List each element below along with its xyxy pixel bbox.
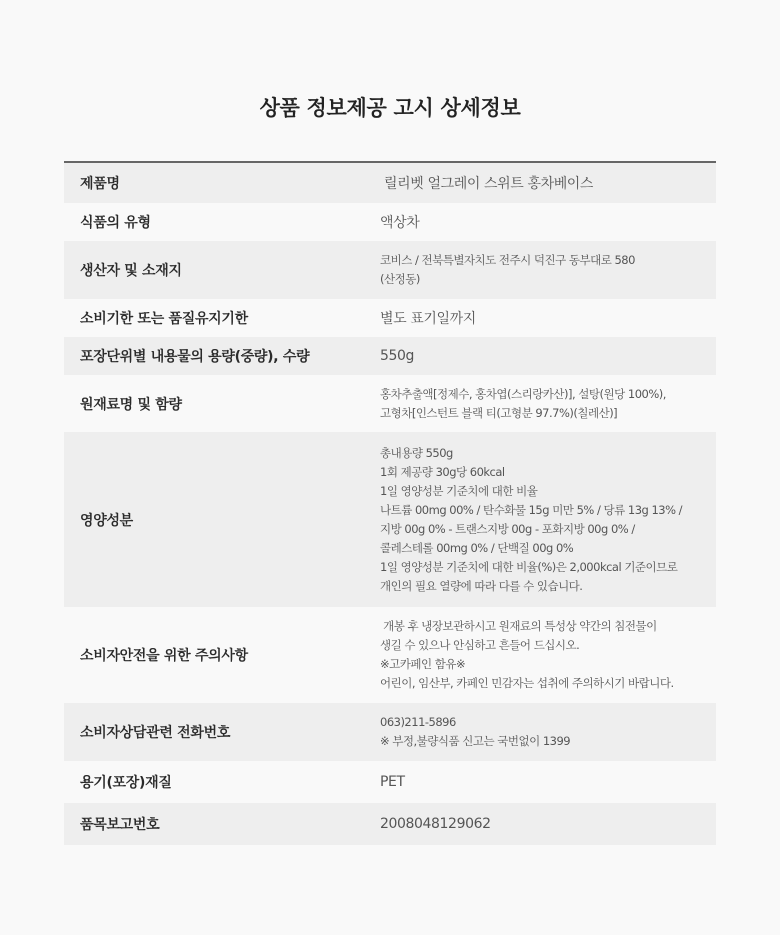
row-label: 품목보고번호 — [80, 817, 160, 833]
row-value-line: 액상차 — [380, 215, 420, 231]
row-value-line: 지방 00g 0% - 트랜스지방 00g - 포화지방 00g 0% / — [380, 521, 635, 536]
row-label: 영양성분 — [80, 512, 133, 529]
row-value — [380, 173, 716, 193]
row-value-line: 릴리벳 얼그레이 스위트 홍차베이스 — [380, 176, 594, 192]
row-volume — [64, 337, 716, 375]
row-value-line: 콜레스테롤 00mg 0% / 단백질 00g 0% — [380, 540, 574, 555]
row-value-line: 별도 표기일까지 — [380, 311, 476, 327]
row-safety-notice — [64, 607, 716, 703]
row-value — [380, 212, 716, 232]
row-value — [380, 348, 716, 364]
row-report-number — [64, 803, 716, 845]
row-value — [380, 816, 716, 832]
row-value-line: ※고카페인 함유※ — [380, 657, 466, 671]
row-value — [380, 444, 716, 596]
row-value-line: 063)211-5896 — [380, 715, 456, 729]
row-value — [380, 617, 716, 693]
row-value-line: PET — [380, 774, 405, 790]
row-label: 소비자상담관련 전화번호 — [80, 725, 231, 741]
row-label: 소비자안전을 위한 주의사항 — [80, 648, 248, 664]
row-customer-service — [64, 703, 716, 761]
row-label: 소비기한 또는 품질유지기한 — [80, 311, 248, 327]
row-packaging — [64, 761, 716, 803]
row-label: 제품명 — [80, 176, 120, 192]
row-label: 생산자 및 소재지 — [80, 263, 182, 279]
row-value-line: 1회 제공량 30g당 60kcal — [380, 464, 505, 479]
row-value-line: 1일 영양성분 기준치에 대한 비율(%)은 2,000kcal 기준이므로 — [380, 559, 678, 574]
row-ingredients — [64, 375, 716, 432]
row-value — [380, 308, 716, 328]
row-value-line: 550g — [380, 348, 415, 364]
row-value — [380, 774, 716, 790]
row-expiry — [64, 299, 716, 337]
row-value-line: 생길 수 있으나 안심하고 흔들어 드십시오. — [380, 638, 580, 652]
row-value-line: 홍차추출액[정제수, 홍차엽(스리랑카산)], 설탕(원당 100%), — [380, 386, 666, 401]
row-value-line: 개봉 후 냉장보관하시고 원재료의 특성상 약간의 침전물이 — [380, 619, 657, 633]
row-manufacturer — [64, 241, 716, 299]
product-info-table — [64, 161, 716, 845]
row-value-line: (산정동) — [380, 272, 420, 286]
row-value-line: 나트륨 00mg 00% / 탄수화물 15g 미만 5% / 당류 13g 13% / — [380, 502, 683, 517]
row-value-line: 2008048129062 — [380, 816, 491, 832]
row-product-name — [64, 163, 716, 203]
row-label: 용기(포장)재질 — [80, 775, 172, 791]
row-food-type — [64, 203, 716, 241]
row-value-line: ※ 부정,불량식품 신고는 국번없이 1399 — [380, 734, 571, 748]
row-value-line: 1일 영양성분 기준치에 대한 비율 — [380, 483, 538, 498]
row-value-line: 어린이, 임산부, 카페인 민감자는 섭취에 주의하시기 바랍니다. — [380, 676, 674, 690]
row-value-line: 총내용량 550g — [380, 445, 453, 460]
row-label: 원재료명 및 함량 — [80, 396, 182, 413]
row-value — [380, 251, 716, 289]
page-title: 상품 정보제공 고시 상세정보 — [259, 96, 521, 120]
row-label: 포장단위별 내용물의 용량(중량), 수량 — [80, 349, 310, 365]
row-value-line: 코비스 / 전북특별자치도 전주시 덕진구 동부대로 580 — [380, 253, 635, 267]
row-value-line: 개인의 필요 열량에 따라 다를 수 있습니다. — [380, 578, 583, 593]
row-label: 식품의 유형 — [80, 215, 151, 231]
row-value-line: 고형차[인스턴트 블랙 티(고형분 97.7%)(칠레산)] — [380, 405, 618, 420]
row-value — [380, 713, 716, 751]
row-value — [380, 385, 716, 423]
row-nutrition — [64, 432, 716, 607]
